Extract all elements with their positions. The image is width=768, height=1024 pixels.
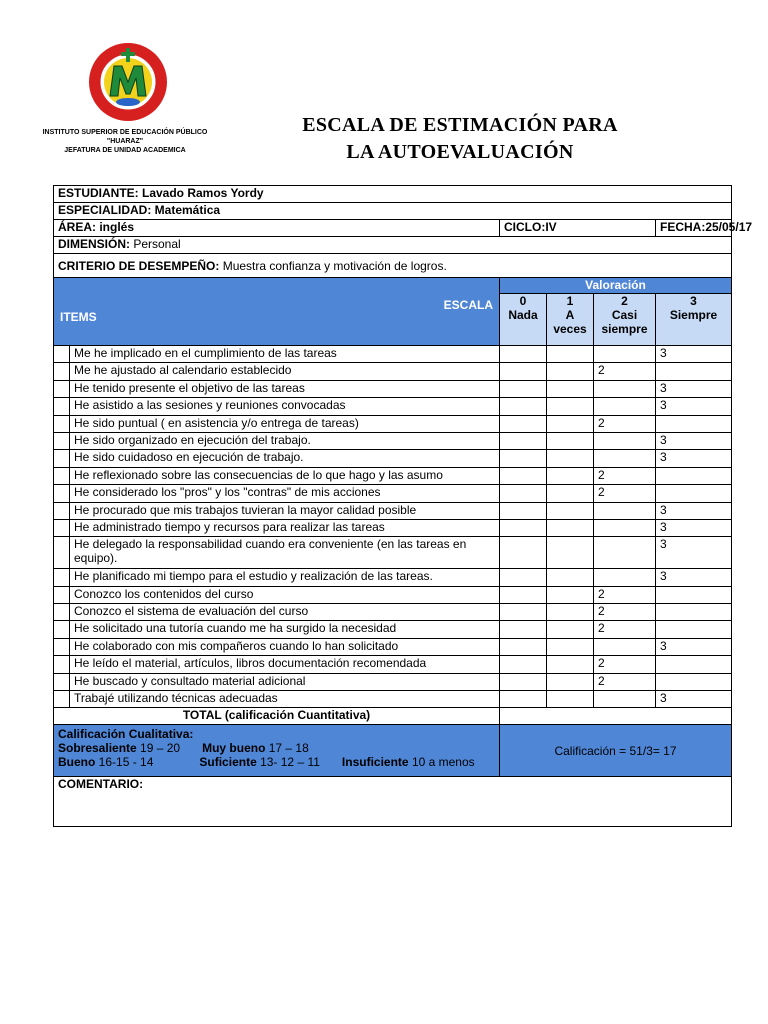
item-row <box>54 467 732 484</box>
item-row <box>54 450 732 467</box>
score-cell-1 <box>547 485 594 502</box>
scale-number: 1 <box>566 294 574 308</box>
score-cell-0 <box>500 450 547 467</box>
total-row <box>54 708 732 725</box>
score-cell-2 <box>594 398 656 415</box>
score-cell-0 <box>500 502 547 519</box>
items-header-cell <box>54 278 500 346</box>
item-text: He administrado tiempo y recursos para realizar las tareas <box>70 519 500 536</box>
scale-label: Casi siempre <box>601 308 648 336</box>
item-row <box>54 398 732 415</box>
institution-seal-logo <box>88 42 168 122</box>
item-text: He buscado y consultado material adicional <box>70 673 500 690</box>
item-row <box>54 432 732 449</box>
specialty-field: ESPECIALIDAD: Matemática <box>54 203 732 220</box>
item-row <box>54 691 732 708</box>
score-cell-3: 3 <box>656 638 732 655</box>
item-text: He planificado mi tiempo para el estudio y realización de las tareas. <box>70 569 500 586</box>
item-row <box>54 621 732 638</box>
score-cell-2: 2 <box>594 415 656 432</box>
item-row <box>54 502 732 519</box>
score-cell-3: 3 <box>656 519 732 536</box>
score-cell-0 <box>500 467 547 484</box>
item-row <box>54 604 732 621</box>
scale-0-header <box>500 294 547 346</box>
criterion-field <box>54 254 732 278</box>
institution-name-block <box>30 128 220 155</box>
student-field: ESTUDIANTE: Lavado Ramos Yordy <box>54 186 732 203</box>
item-indent <box>54 502 70 519</box>
score-cell-1 <box>547 363 594 380</box>
scale-3-header <box>656 294 732 346</box>
score-cell-1 <box>547 586 594 603</box>
score-cell-3: 3 <box>656 450 732 467</box>
score-cell-0 <box>500 569 547 586</box>
score-cell-1 <box>547 467 594 484</box>
score-cell-3 <box>656 604 732 621</box>
item-indent <box>54 673 70 690</box>
item-row <box>54 346 732 363</box>
score-cell-1 <box>547 673 594 690</box>
score-cell-2 <box>594 346 656 363</box>
item-indent <box>54 450 70 467</box>
cycle-field: CICLO:IV <box>500 220 656 237</box>
score-cell-2: 2 <box>594 656 656 673</box>
qualitative-legend <box>54 725 500 777</box>
item-text: He reflexionado sobre las consecuencias de lo que hago y las asumo <box>70 467 500 484</box>
score-cell-3: 3 <box>656 398 732 415</box>
criterion-row <box>54 254 732 278</box>
item-text: He tenido presente el objetivo de las tareas <box>70 380 500 397</box>
valoracion-label: Valoración <box>500 278 732 294</box>
score-cell-1 <box>547 537 594 569</box>
score-cell-2: 2 <box>594 586 656 603</box>
item-indent <box>54 346 70 363</box>
score-cell-1 <box>547 656 594 673</box>
score-cell-0 <box>500 691 547 708</box>
item-text: Me he ajustado al calendario establecido <box>70 363 500 380</box>
score-cell-1 <box>547 569 594 586</box>
item-text: He considerado los "pros" y los "contras" de mis acciones <box>70 485 500 502</box>
score-cell-2 <box>594 519 656 536</box>
final-grade: Calificación = 51/3= 17 <box>500 725 732 777</box>
score-cell-2 <box>594 502 656 519</box>
item-row <box>54 586 732 603</box>
score-cell-0 <box>500 398 547 415</box>
score-cell-1 <box>547 638 594 655</box>
item-row <box>54 363 732 380</box>
score-cell-1 <box>547 346 594 363</box>
item-row <box>54 415 732 432</box>
score-cell-1 <box>547 691 594 708</box>
qualitative-title: Calificación Cualitativa: <box>58 727 194 742</box>
item-indent <box>54 569 70 586</box>
score-cell-0 <box>500 432 547 449</box>
insuficiente-label: Insuficiente <box>341 755 409 770</box>
score-cell-0 <box>500 586 547 603</box>
area-row <box>54 220 732 237</box>
sobresaliente-label: Sobresaliente <box>58 741 137 756</box>
item-row <box>54 569 732 586</box>
scale-label: Siempre <box>669 308 718 322</box>
score-cell-3: 3 <box>656 346 732 363</box>
score-cell-1 <box>547 502 594 519</box>
valoracion-header-row <box>54 278 732 294</box>
item-text: He solicitado una tutoría cuando me ha surgido la necesidad <box>70 621 500 638</box>
item-text: He sido organizado en ejecución del trabajo. <box>70 432 500 449</box>
item-row <box>54 519 732 536</box>
date-field: FECHA:25/05/17 <box>656 220 732 237</box>
item-row <box>54 673 732 690</box>
student-row <box>54 186 732 203</box>
score-cell-0 <box>500 380 547 397</box>
score-cell-2 <box>594 537 656 569</box>
score-cell-3: 3 <box>656 537 732 569</box>
item-row <box>54 380 732 397</box>
score-cell-0 <box>500 604 547 621</box>
score-cell-3 <box>656 586 732 603</box>
item-indent <box>54 363 70 380</box>
suficiente-range: 13- 12 – 11 <box>256 755 320 770</box>
total-value <box>500 708 732 725</box>
item-text: He colaborado con mis compañeros cuando lo han solicitado <box>70 638 500 655</box>
item-text: Conozco los contenidos del curso <box>70 586 500 603</box>
score-cell-1 <box>547 604 594 621</box>
specialty-row <box>54 203 732 220</box>
score-cell-2: 2 <box>594 604 656 621</box>
score-cell-2: 2 <box>594 485 656 502</box>
score-cell-3 <box>656 673 732 690</box>
item-text: He delegado la responsabilidad cuando era conveniente (en las tareas en equipo). <box>70 537 500 569</box>
score-cell-0 <box>500 621 547 638</box>
scale-label: A veces <box>553 308 587 336</box>
score-cell-0 <box>500 638 547 655</box>
score-cell-3 <box>656 485 732 502</box>
comment-row <box>54 777 732 827</box>
institution-line: "HUARAZ" <box>106 138 144 145</box>
comment-label: COMENTARIO: <box>54 777 732 827</box>
dimension-row <box>54 237 732 254</box>
area-field: ÁREA: inglés <box>54 220 500 237</box>
score-cell-1 <box>547 432 594 449</box>
score-cell-0 <box>500 485 547 502</box>
item-indent <box>54 691 70 708</box>
institution-line: INSTITUTO SUPERIOR DE EDUCACIÓN PÚBLICO <box>42 129 208 136</box>
item-text: He asistido a las sesiones y reuniones convocadas <box>70 398 500 415</box>
score-cell-2: 2 <box>594 467 656 484</box>
bueno-range: 16-15 - 14 <box>95 755 154 770</box>
item-text: He sido puntual ( en asistencia y/o entrega de tareas) <box>70 415 500 432</box>
items-label: ITEMS <box>60 310 97 324</box>
item-row <box>54 656 732 673</box>
score-cell-3: 3 <box>656 380 732 397</box>
score-cell-1 <box>547 415 594 432</box>
suficiente-label: Suficiente <box>199 755 257 770</box>
item-text: Conozco el sistema de evaluación del curso <box>70 604 500 621</box>
score-cell-2 <box>594 691 656 708</box>
total-label: TOTAL (calificación Cuantitativa) <box>54 708 500 725</box>
muy-bueno-label: Muy bueno <box>202 741 266 756</box>
score-cell-0 <box>500 346 547 363</box>
item-row <box>54 537 732 569</box>
institution-line: JEFATURA DE UNIDAD ACADEMICA <box>64 147 186 154</box>
sobresaliente-range: 19 – 20 <box>136 741 181 756</box>
item-text: He procurado que mis trabajos tuvieran la mayor calidad posible <box>70 502 500 519</box>
score-cell-3: 3 <box>656 502 732 519</box>
item-text: He leído el material, artículos, libros documentación recomendada <box>70 656 500 673</box>
title-line-1: ESCALA DE ESTIMACIÓN PARA <box>302 114 618 136</box>
score-cell-3 <box>656 467 732 484</box>
score-cell-3: 3 <box>656 569 732 586</box>
score-cell-2: 2 <box>594 673 656 690</box>
score-cell-2 <box>594 432 656 449</box>
scale-1-header <box>547 294 594 346</box>
item-row <box>54 638 732 655</box>
score-cell-1 <box>547 380 594 397</box>
score-cell-3 <box>656 415 732 432</box>
criterion-label: CRITERIO DE DESEMPEÑO: <box>58 258 220 273</box>
scale-number: 0 <box>519 294 527 308</box>
score-cell-0 <box>500 656 547 673</box>
qualitative-row <box>54 725 732 777</box>
muy-bueno-range: 17 – 18 <box>265 741 309 756</box>
score-cell-3: 3 <box>656 691 732 708</box>
scale-label: Nada <box>508 308 538 322</box>
page-title <box>230 112 690 166</box>
score-cell-2 <box>594 450 656 467</box>
score-cell-1 <box>547 450 594 467</box>
item-indent <box>54 586 70 603</box>
criterion-value: Muestra confianza y motivación de logros. <box>219 258 447 273</box>
item-indent <box>54 415 70 432</box>
score-cell-1 <box>547 621 594 638</box>
items-body <box>54 346 732 708</box>
score-cell-1 <box>547 519 594 536</box>
score-cell-3: 3 <box>656 432 732 449</box>
score-cell-0 <box>500 537 547 569</box>
item-text: He sido cuidadoso en ejecución de trabajo. <box>70 450 500 467</box>
score-cell-2 <box>594 638 656 655</box>
item-indent <box>54 621 70 638</box>
score-cell-3 <box>656 363 732 380</box>
escala-label: ESCALA <box>443 298 493 312</box>
score-cell-2: 2 <box>594 621 656 638</box>
score-cell-3 <box>656 621 732 638</box>
dimension-value: Personal <box>130 237 181 251</box>
item-indent <box>54 485 70 502</box>
score-cell-2 <box>594 569 656 586</box>
scale-2-header <box>594 294 656 346</box>
item-indent <box>54 398 70 415</box>
score-cell-2: 2 <box>594 363 656 380</box>
item-text: Me he implicado en el cumplimiento de las tareas <box>70 346 500 363</box>
dimension-field <box>54 237 732 254</box>
item-row <box>54 485 732 502</box>
insuficiente-range: 10 a menos <box>408 755 475 770</box>
item-indent <box>54 519 70 536</box>
score-cell-3 <box>656 656 732 673</box>
title-line-2: LA AUTOEVALUACIÓN <box>346 141 574 163</box>
score-cell-0 <box>500 673 547 690</box>
item-indent <box>54 638 70 655</box>
dimension-label: DIMENSIÓN: <box>58 237 130 251</box>
score-cell-0 <box>500 519 547 536</box>
item-indent <box>54 380 70 397</box>
evaluation-form-table <box>53 185 753 827</box>
score-cell-0 <box>500 363 547 380</box>
item-indent <box>54 432 70 449</box>
item-indent <box>54 604 70 621</box>
item-text: Trabajé utilizando técnicas adecuadas <box>70 691 500 708</box>
bueno-label: Bueno <box>58 755 96 770</box>
item-indent <box>54 656 70 673</box>
item-indent <box>54 537 70 569</box>
score-cell-1 <box>547 398 594 415</box>
scale-number: 3 <box>690 294 697 308</box>
scale-number: 2 <box>621 294 628 308</box>
score-cell-0 <box>500 415 547 432</box>
score-cell-2 <box>594 380 656 397</box>
item-indent <box>54 467 70 484</box>
